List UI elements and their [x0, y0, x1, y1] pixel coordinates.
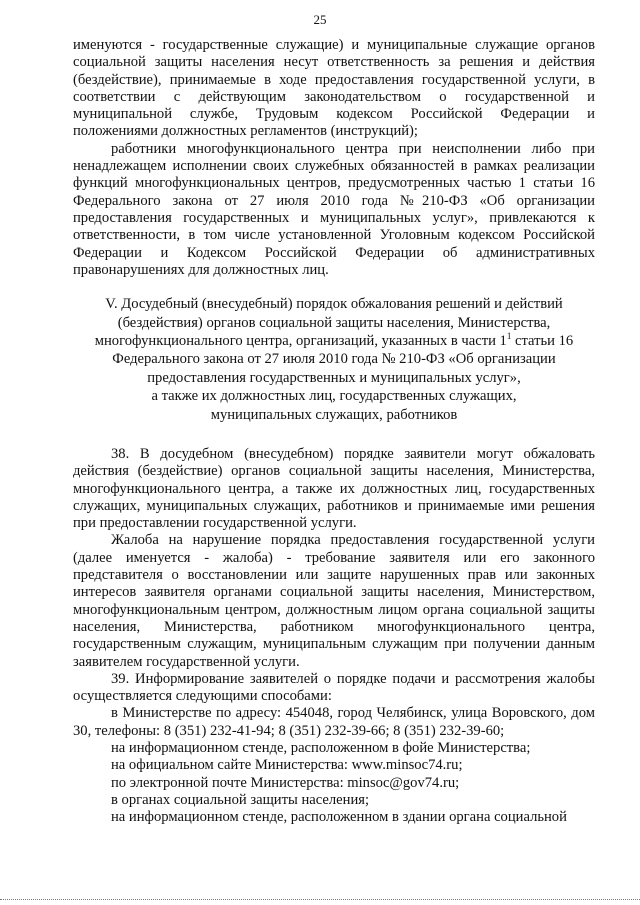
- list-item-ministry-address: в Министерстве по адресу: 454048, город Челябинск, улица Воровского, дом 30, телефоны: 8 (351) 232-41-94; 8 (351) 232-39-66; 8 (351) 232-39-60;: [73, 705, 595, 739]
- paragraph-39: 39. Информирование заявителей о порядке подачи и рассмотрения жалобы осуществляется следующими способами:: [73, 670, 595, 705]
- page-number: 25: [313, 12, 327, 27]
- list-item-email: по электронной почте Министерства: minsoc@gov74.ru;: [111, 774, 460, 791]
- section-heading-part3: а также их должностных лиц, государственных служащих,: [151, 388, 517, 405]
- document-body: [73, 37, 595, 827]
- superscript-index: 1: [506, 331, 512, 342]
- section-heading-part1: V. Досудебный (внесудебный) порядок обжалования решений и действий (бездействия) органов социальной защиты населения, Министерства, многофункционального центра, организаций, указанных в части 1: [94, 296, 563, 349]
- section-heading-part4: муниципальных служащих, работников: [210, 406, 458, 423]
- page-bottom-divider: [0, 899, 640, 901]
- section-heading-part2: статьи 16 Федерального закона от 27 июля 2010 года № 210-ФЗ «Об организации предоставления государственных и муниципальных услуг»,: [112, 332, 574, 386]
- list-item-official-site: на официальном сайте Министерства: www.minsoc74.ru;: [111, 757, 463, 774]
- list-item-social-bodies: в органах социальной защиты населения;: [111, 791, 370, 808]
- paragraph-responsibility-officials: именуются - государственные служащие) и муниципальные служащие органов социальной защиты населения несут ответственность за решения и действия (бездействие), принимаемые в ходе предоставления государственной услуги, в соответствии с действующим законодательством о государственной и муниципальной службе, Трудовым кодексом Российской Федерации и положениями должностных регламентов (инструкций);: [73, 37, 595, 140]
- section-heading: [73, 295, 595, 424]
- list-item-info-stand-social-body: на информационном стенде, расположенном в здании органа социальной: [111, 809, 567, 826]
- paragraph-responsibility-mfc: работники многофункционального центра при неисполнении либо при ненадлежащем исполнении своих служебных обязанностей в рамках реализации функций многофункциональных центров, предусмотренных частью 1 статьи 16 Федерального закона от 27 июля 2010 года №210-ФЗ «Об организации предоставления государственных и муниципальных услуг», привлекаются к ответственности, в том числе установленной Уголовным кодексом Российской Федерации и Кодексом Российской Федерации об административных правонарушениях для должностных лиц.: [73, 140, 595, 278]
- list-item-info-stand-ministry: на информационном стенде, расположенном в фойе Министерства;: [111, 740, 531, 757]
- paragraph-38: 38. В досудебном (внесудебном) порядке заявители могут обжаловать действия (бездействие) органов социальной защиты населения, Министерства, многофункционального центра, а также их должностных лиц, государственных служащих, муниципальных служащих, работников и принимаемые ими решения при предоставлении государственной услуги.: [73, 446, 595, 532]
- paragraph-complaint-definition: Жалоба на нарушение порядка предоставления государственной услуги (далее именуется - жалоба) - требование заявителя или его законного представителя о восстановлении или защите нарушенных прав или законных интересов заявителя органами социальной защиты населения, Министерством, многофункциональным центром, должностным лицом органа социальной защиты населения, Министерства, работником многофункционального центра, государственным служащим, муниципальным служащим при получении данным заявителем государственной услуги.: [73, 532, 595, 670]
